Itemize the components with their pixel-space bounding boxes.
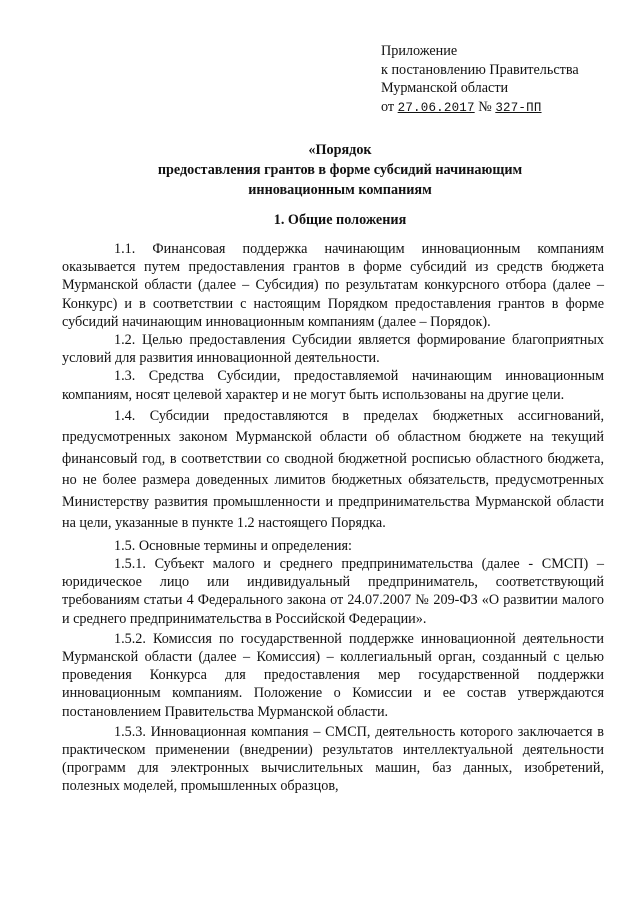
resolution-date: 27.06.2017 [397,100,475,115]
appendix-resolution: к постановлению Правительства [381,61,579,78]
document-body [62,240,604,796]
title-line-1: «Порядок [308,142,372,158]
title-line-3: инновационным компаниям [248,182,432,198]
appendix-title: Приложение [381,43,458,59]
date-prefix: от [381,98,395,115]
paragraph-1-5: 1.5. Основные термины и определения: [114,537,352,554]
appendix-date-line [381,98,631,118]
paragraph-1-5-1: 1.5.1. Субъект малого и среднего предпринимательства (далее - СМСП) – юридическое лицо или индивидуальный предприниматель, соответствующий требованиям статьи 4 Федерального закона от 24.07.2007 № 209-ФЗ «О развитии малого и среднего предпринимательства в Российской Федерации». [62,556,604,627]
title-line-2: предоставления грантов в форме субсидий начинающим [157,162,523,178]
paragraph-1-2: 1.2. Целью предоставления Субсидии является формирование благоприятных условий для развития инновационной деятельности. [62,332,604,367]
section-heading: 1. Общие положения [273,212,407,228]
paragraph-1-5-2: 1.5.2. Комиссия по государственной поддержке инновационной деятельности Мурманской области (далее – Комиссия) – коллегиальный орган, созданный с целью проведения Конкурса для предоставления мер государственной поддержки инновационным компаниям. Положение о Комиссии и ее состав утверждаются постановлением Правительства Мурманской области. [62,630,604,720]
paragraph-1-4: 1.4. Субсидии предоставляются в пределах бюджетных ассигнований, предусмотренных законом Мурманской области об областном бюджете на текущий финансовый год, в соответствии со сводной бюджетной росписью областного бюджета, но не более размера доведенных лимитов бюджетных обязательств, предусмотренных Министерству развития промышленности и предпринимательства Мурманской области на цели, указанные в пункте 1.2 настоящего Порядка. [62,407,604,532]
resolution-number: 327-ПП [495,100,542,115]
appendix-region: Мурманской области [381,80,509,96]
number-prefix: № [478,98,492,115]
document-title [60,140,620,200]
paragraph-1-3: 1.3. Средства Субсидии, предоставляемой начинающим инновационным компаниям, носят целевой характер и не могут быть использованы на другие цели. [62,368,604,403]
paragraph-1-5-3: 1.5.3. Инновационная компания – СМСП, деятельность которого заключается в практическом применении (внедрении) результатов интеллектуальной деятельности (программ для электронных вычислительных машин, баз данных, изобретений, полезных моделей, промышленных образцов, [62,723,604,795]
appendix-block [381,42,631,117]
paragraph-1-1: 1.1. Финансовая поддержка начинающим инновационным компаниям оказывается путем предоставления грантов в форме субсидий из средств бюджета Мурманской области (далее – Субсидия) по результатам конкурсного отбора (далее – Конкурс) и в соответствии с настоящим Порядком предоставления грантов в форме субсидий начинающим инновационным компаниям (далее – Порядок). [62,241,604,330]
